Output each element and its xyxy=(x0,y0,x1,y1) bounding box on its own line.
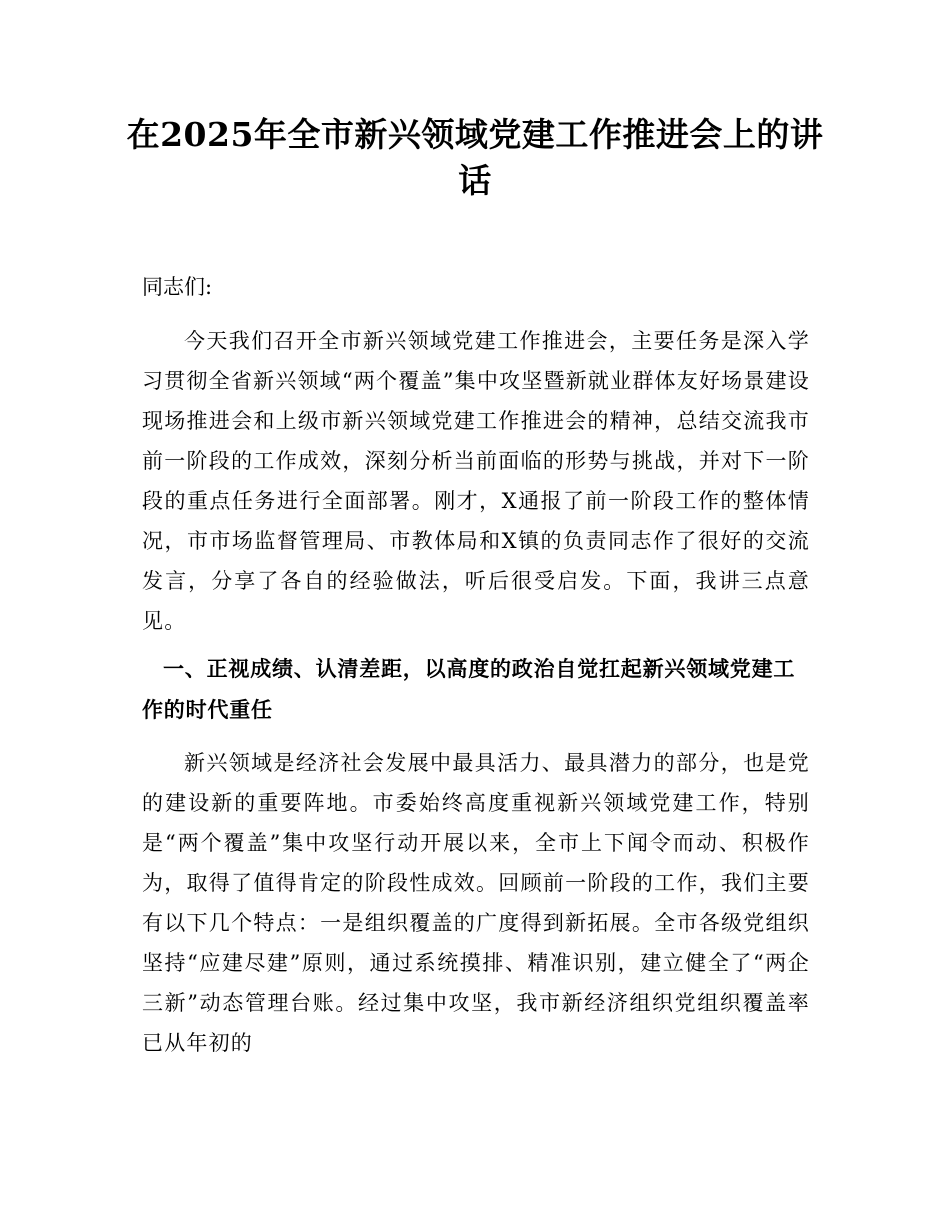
section-heading-one: 一、正视成绩、认清差距，以高度的政治自觉扛起新兴领域党建工作的时代重任 xyxy=(142,657,796,722)
salutation: 同志们: xyxy=(142,275,213,299)
intro-paragraph: 今天我们召开全市新兴领域党建工作推进会，主要任务是深入学习贯彻全省新兴领域“两个覆盖”集中攻坚暨新就业群体友好场景建设现场推进会和上级市新兴领域党建工作推进会的精神，总结交流我市前一阶段的工作成效，深刻分析当前面临的形势与挑战，并对下一阶段的重点任务进行全面部署。刚才，X通报了前一阶段工作的整体情况，市市场监督管理局、市教体局和X镇的负责同志作了很好的交流发言，分享了各自的经验做法，听后很受启发。下面，我讲三点意见。 xyxy=(142,329,810,633)
document-body xyxy=(142,267,810,1063)
section-one-paragraph: 新兴领域是经济社会发展中最具活力、最具潜力的部分，也是党的建设新的重要阵地。市委始终高度重视新兴领域党建工作，特别是“两个覆盖”集中攻坚行动开展以来，全市上下闻令而动、积极作为，取得了值得肯定的阶段性成效。回顾前一阶段的工作，我们主要有以下几个特点：一是组织覆盖的广度得到新拓展。全市各级党组织坚持“应建尽建”原则，通过系统摸排、精准识别，建立健全了“两企三新”动态管理台账。经过集中攻坚，我市新经济组织党组织覆盖率已从年初的 xyxy=(142,751,810,1055)
document-title: 在2025年全市新兴领域党建工作推进会上的讲话 xyxy=(126,115,824,200)
